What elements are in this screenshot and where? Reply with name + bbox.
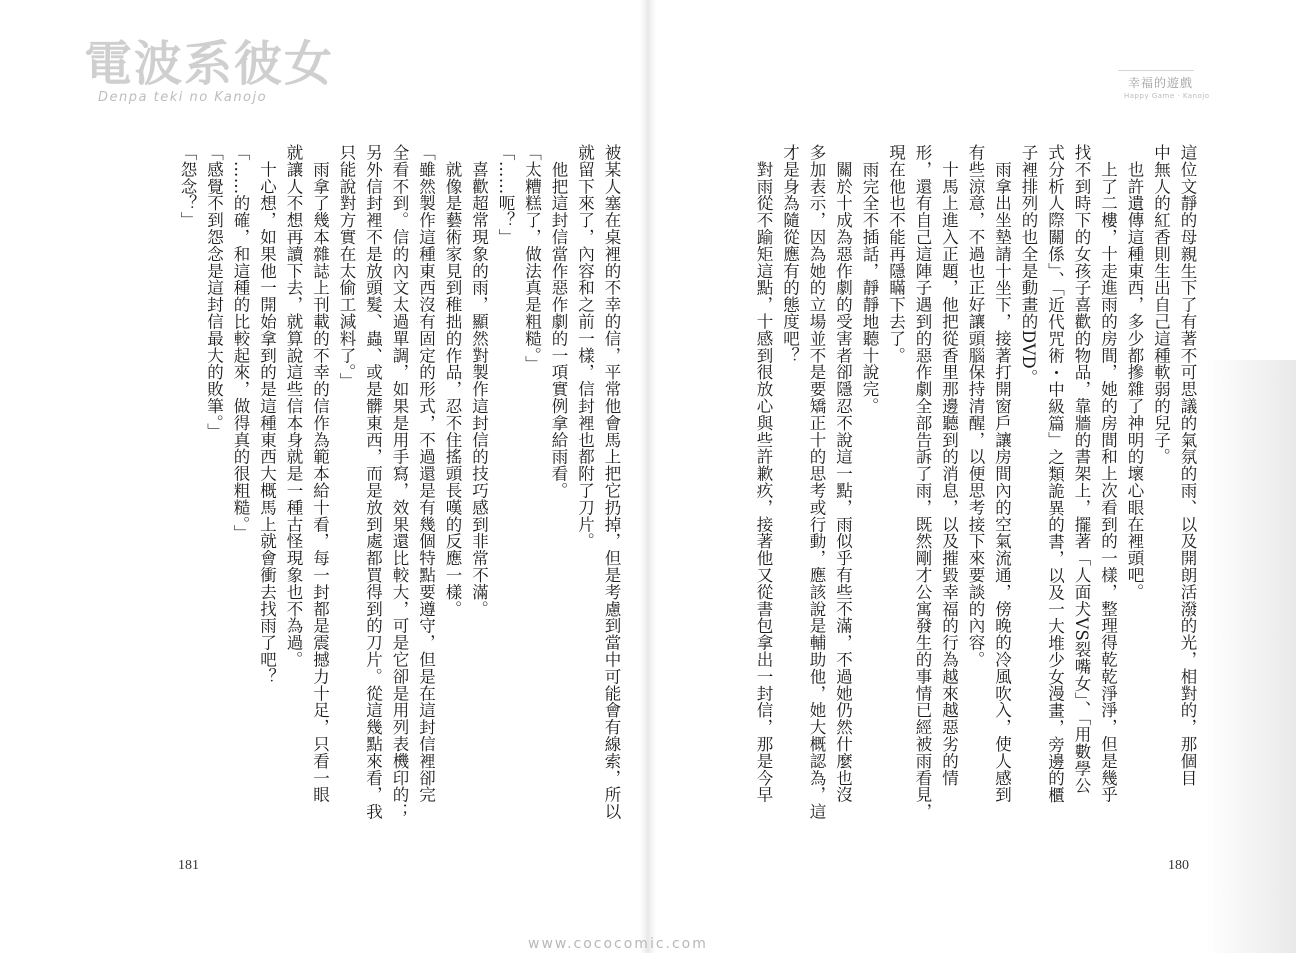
text-line: 對雨從不踰矩這點，十感到很放心與些許歉疚，接著他又從書包拿出一封信，那是今早 — [754, 144, 773, 804]
text-line: 也許遺傳這種東西，多少都摻雜了神明的壞心眼在裡頭吧。 — [1125, 144, 1144, 601]
page-gutter — [640, 0, 656, 953]
text-line: 就留下來了，內容和之前一樣，信封裡也都附了刀片。 — [575, 144, 595, 550]
text-line: 十馬上進入正題，他把從香里那邊聽到的消息，以及摧毀幸福的行為越來越惡劣的情 — [939, 144, 959, 787]
text-line: 他把這封信當作惡作劇的一項實例拿給雨看。 — [549, 144, 568, 499]
chapter-subtitle: Happy Game · Kanojo — [1124, 92, 1210, 100]
text-line: 上了二樓，十走進雨的房間，她的房間和上次看到的一樣，整理得乾乾淨淨，但是幾乎 — [1098, 144, 1118, 804]
text-line: 「……的確，和這種的比較起來，做得真的很粗糙。」 — [231, 144, 250, 542]
chapter-title: 幸福的遊戲 — [1128, 76, 1194, 90]
site-watermark: www.cococomic.com — [528, 936, 708, 952]
right-page-text — [668, 144, 1200, 844]
text-line: 雨拿出坐墊請十坐下，接著打開窗戶讓房間內的空氣流通，傍晚的冷風吹入，使人感到 — [992, 144, 1012, 804]
series-title-logo: 電波系彼女 — [84, 36, 335, 92]
text-line: 另外信封裡不是放頭髮、蟲、或是髒東西，而是放到處都買得到的刀片。從這幾點來看，我 — [363, 144, 383, 820]
text-line: 喜歡超常現象的雨，顯然對製作這封信的技巧感到非常不滿。 — [469, 144, 489, 618]
page-number-left: 181 — [178, 858, 199, 873]
text-line: 只能說對方實在太偷工減料了。」 — [337, 144, 356, 390]
text-line: 「感覺不到怨念是這封信最大的敗筆。」 — [204, 144, 224, 440]
left-page-text — [104, 144, 624, 844]
text-line: 就讓人不想再讀下去，就算說這些信本身就是一種古怪現象也不為過。 — [284, 144, 303, 668]
text-line: 形，還有自己這陣子遇到的惡作劇全部告訴了雨，既然剛才公寓發生的事情已經被雨看見， — [913, 144, 932, 820]
page-number-right: 180 — [1168, 858, 1189, 873]
text-line: 雨拿了幾本雜誌上刊載的不幸的信作為範本給十看，每一封都是震撼力十足，只看一眼 — [310, 144, 330, 804]
text-line: 就像是藝術家見到稚拙的作品，忍不住搖頭長嘆的反應一樣。 — [443, 144, 462, 618]
text-line: 被某人塞在桌裡的不幸的信，平常他會馬上把它扔掉，但是考慮到當中可能會有線索，所以 — [602, 144, 621, 820]
text-line: 雨完全不插話，靜靜地聽十說完。 — [860, 144, 879, 415]
text-line: 「怨念？」 — [178, 144, 197, 229]
page-edge-shadow — [1206, 360, 1296, 953]
text-line: 現在他也不能再隱瞞下去了。 — [886, 144, 906, 364]
series-subtitle: Denpa teki no Kanojo — [98, 90, 268, 105]
text-line: 有些涼意，不過也正好讓頭腦保持清醒，以便思考接下來要談的內容。 — [966, 144, 985, 668]
text-line: 「雖然製作這種東西沒有固定的形式，不過還是有幾個特點要遵守，但是在這封信裡卻完 — [416, 144, 436, 804]
text-line: 中無人的紅香則生出自己這種軟弱的兒子。 — [1151, 144, 1171, 466]
text-line: 「……呃？」 — [496, 144, 515, 246]
chapter-rule — [1118, 70, 1194, 71]
text-line: 才是身為隨從應有的態度吧？ — [780, 144, 800, 364]
text-line: 十心想，如果他一開始拿到的是這種東西大概馬上就會衝去找雨了吧？ — [257, 144, 277, 685]
text-line: 子裡排列的也全是動畫的DVD。 — [1019, 144, 1038, 387]
text-line: 關於十成為惡作劇的受害者卻隱忍不說這一點，雨似乎有些不滿，不過她仍然什麼也沒 — [833, 144, 853, 804]
text-line: 全看不到。信的內文太過單調，如果是用手寫，效果還比較大，可是它卻是用列表機印的； — [390, 144, 409, 820]
text-line: 找不到時下的女孩子喜歡的物品，靠牆的書架上，擺著「人面犬VS裂嘴女」、「用數學公 — [1072, 144, 1091, 794]
text-line: 多加表示，因為她的立場並不是要矯正十的思考或行動，應該說是輔助他，她大概認為，這 — [807, 144, 826, 820]
text-line: 這位文靜的母親生下了有著不可思議的氣氛的雨、以及開朗活潑的光，相對的，那個目 — [1178, 144, 1197, 787]
text-line: 「太糟糕了，做法真是粗糙。」 — [522, 144, 542, 373]
text-line: 式分析人際關係」、「近代咒術・中級篇」之類詭異的書，以及一大堆少女漫畫，旁邊的櫃 — [1045, 144, 1065, 804]
